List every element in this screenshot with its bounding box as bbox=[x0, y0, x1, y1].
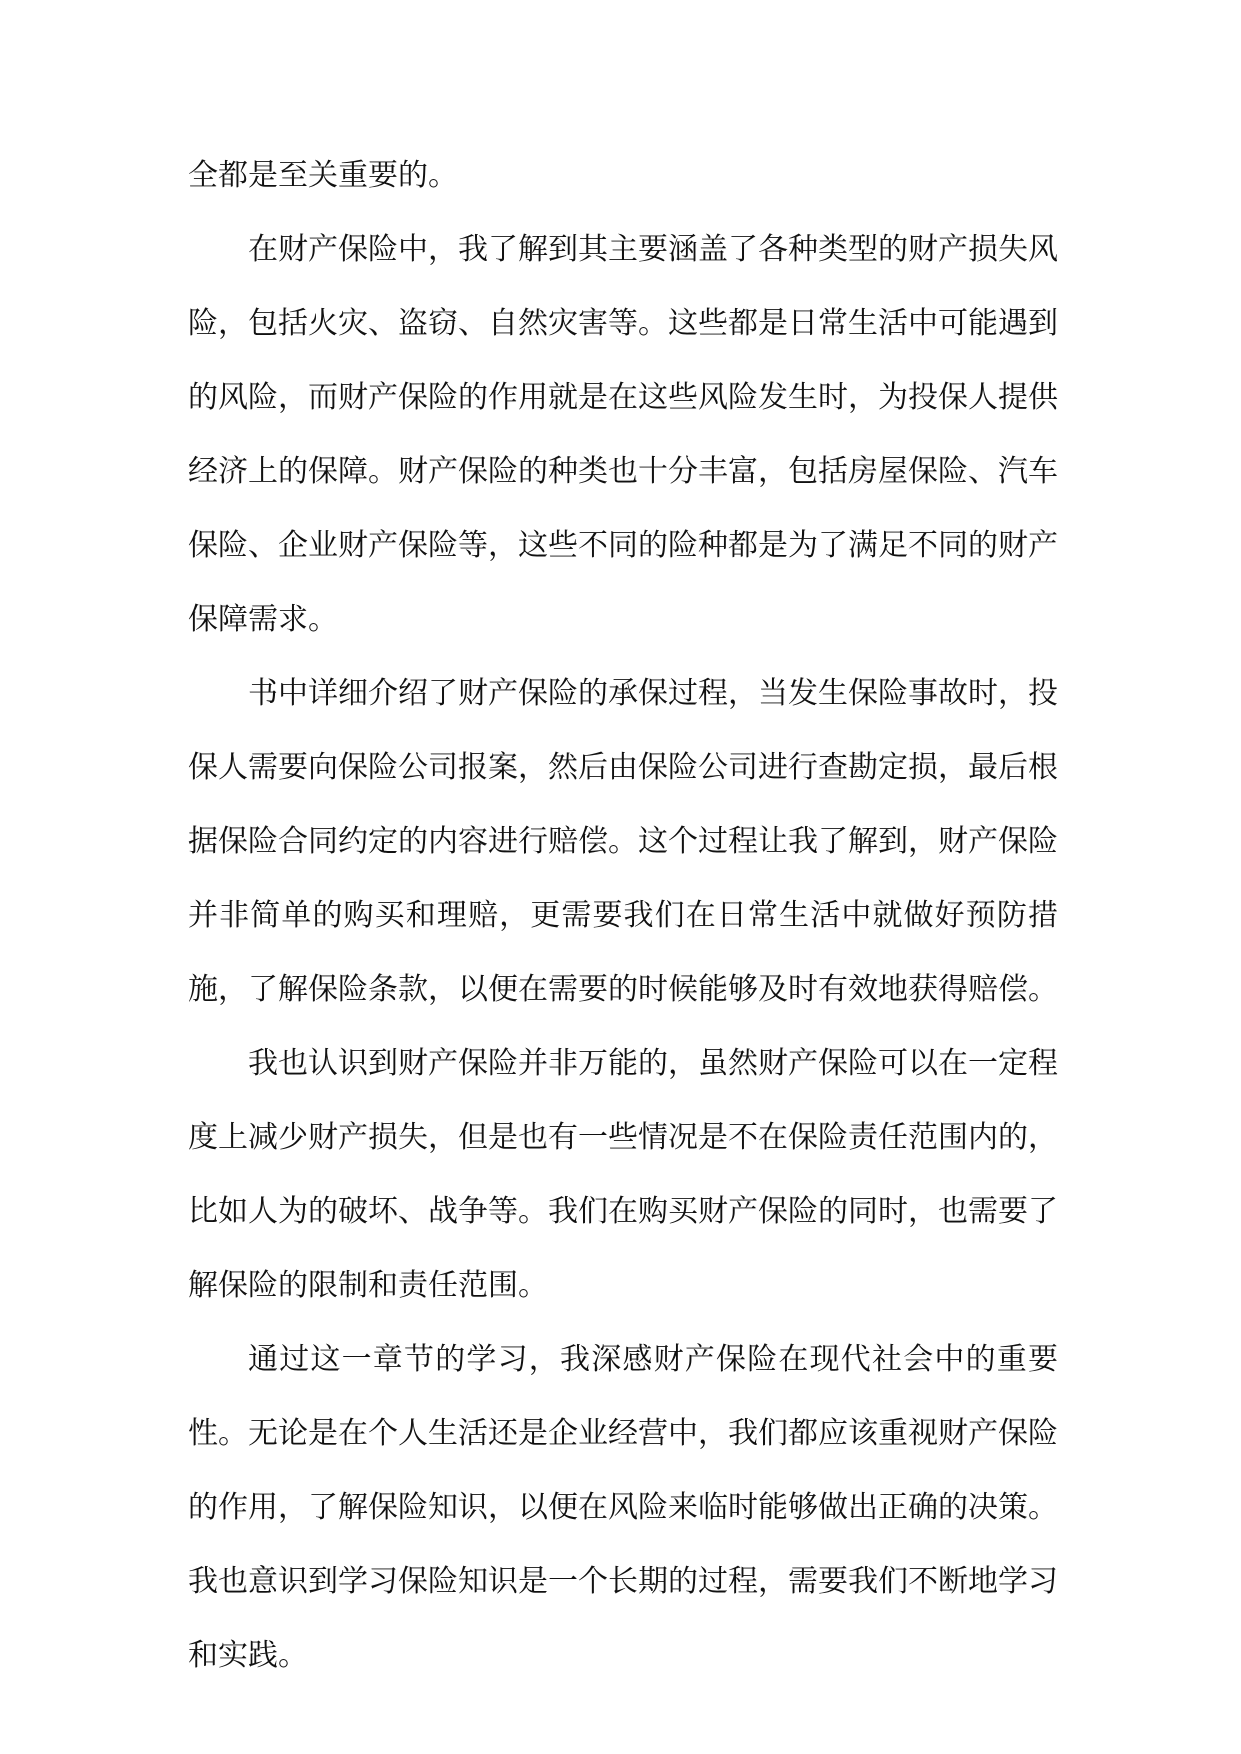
paragraph-continuation: 全都是至关重要的。 bbox=[188, 158, 458, 193]
document-body bbox=[188, 139, 1058, 1693]
paragraph-insurance-limits: 我也认识到财产保险并非万能的，虽然财产保险可以在一定程度上减少财产损失，但是也有一些情况是不在保险责任范围内的，比如人为的破坏、战争等。我们在购买财产保险的同时，也需要了解保险的限制和责任范围。 bbox=[188, 1046, 1058, 1303]
paragraph-conclusion: 通过这一章节的学习，我深感财产保险在现代社会中的重要性。无论是在个人生活还是企业经营中，我们都应该重视财产保险的作用，了解保险知识，以便在风险来临时能够做出正确的决策。我也意识到学习保险知识是一个长期的过程，需要我们不断地学习和实践。 bbox=[188, 1342, 1058, 1673]
paragraph-property-insurance-coverage: 在财产保险中，我了解到其主要涵盖了各种类型的财产损失风险，包括火灾、盗窃、自然灾害等。这些都是日常生活中可能遇到的风险，而财产保险的作用就是在这些风险发生时，为投保人提供经济上的保障。财产保险的种类也十分丰富，包括房屋保险、汽车保险、企业财产保险等，这些不同的险种都是为了满足不同的财产保障需求。 bbox=[188, 232, 1058, 637]
paragraph-underwriting-process: 书中详细介绍了财产保险的承保过程，当发生保险事故时，投保人需要向保险公司报案，然后由保险公司进行查勘定损，最后根据保险合同约定的内容进行赔偿。这个过程让我了解到，财产保险并非简单的购买和理赔，更需要我们在日常生活中就做好预防措施，了解保险条款，以便在需要的时候能够及时有效地获得赔偿。 bbox=[188, 676, 1058, 1007]
